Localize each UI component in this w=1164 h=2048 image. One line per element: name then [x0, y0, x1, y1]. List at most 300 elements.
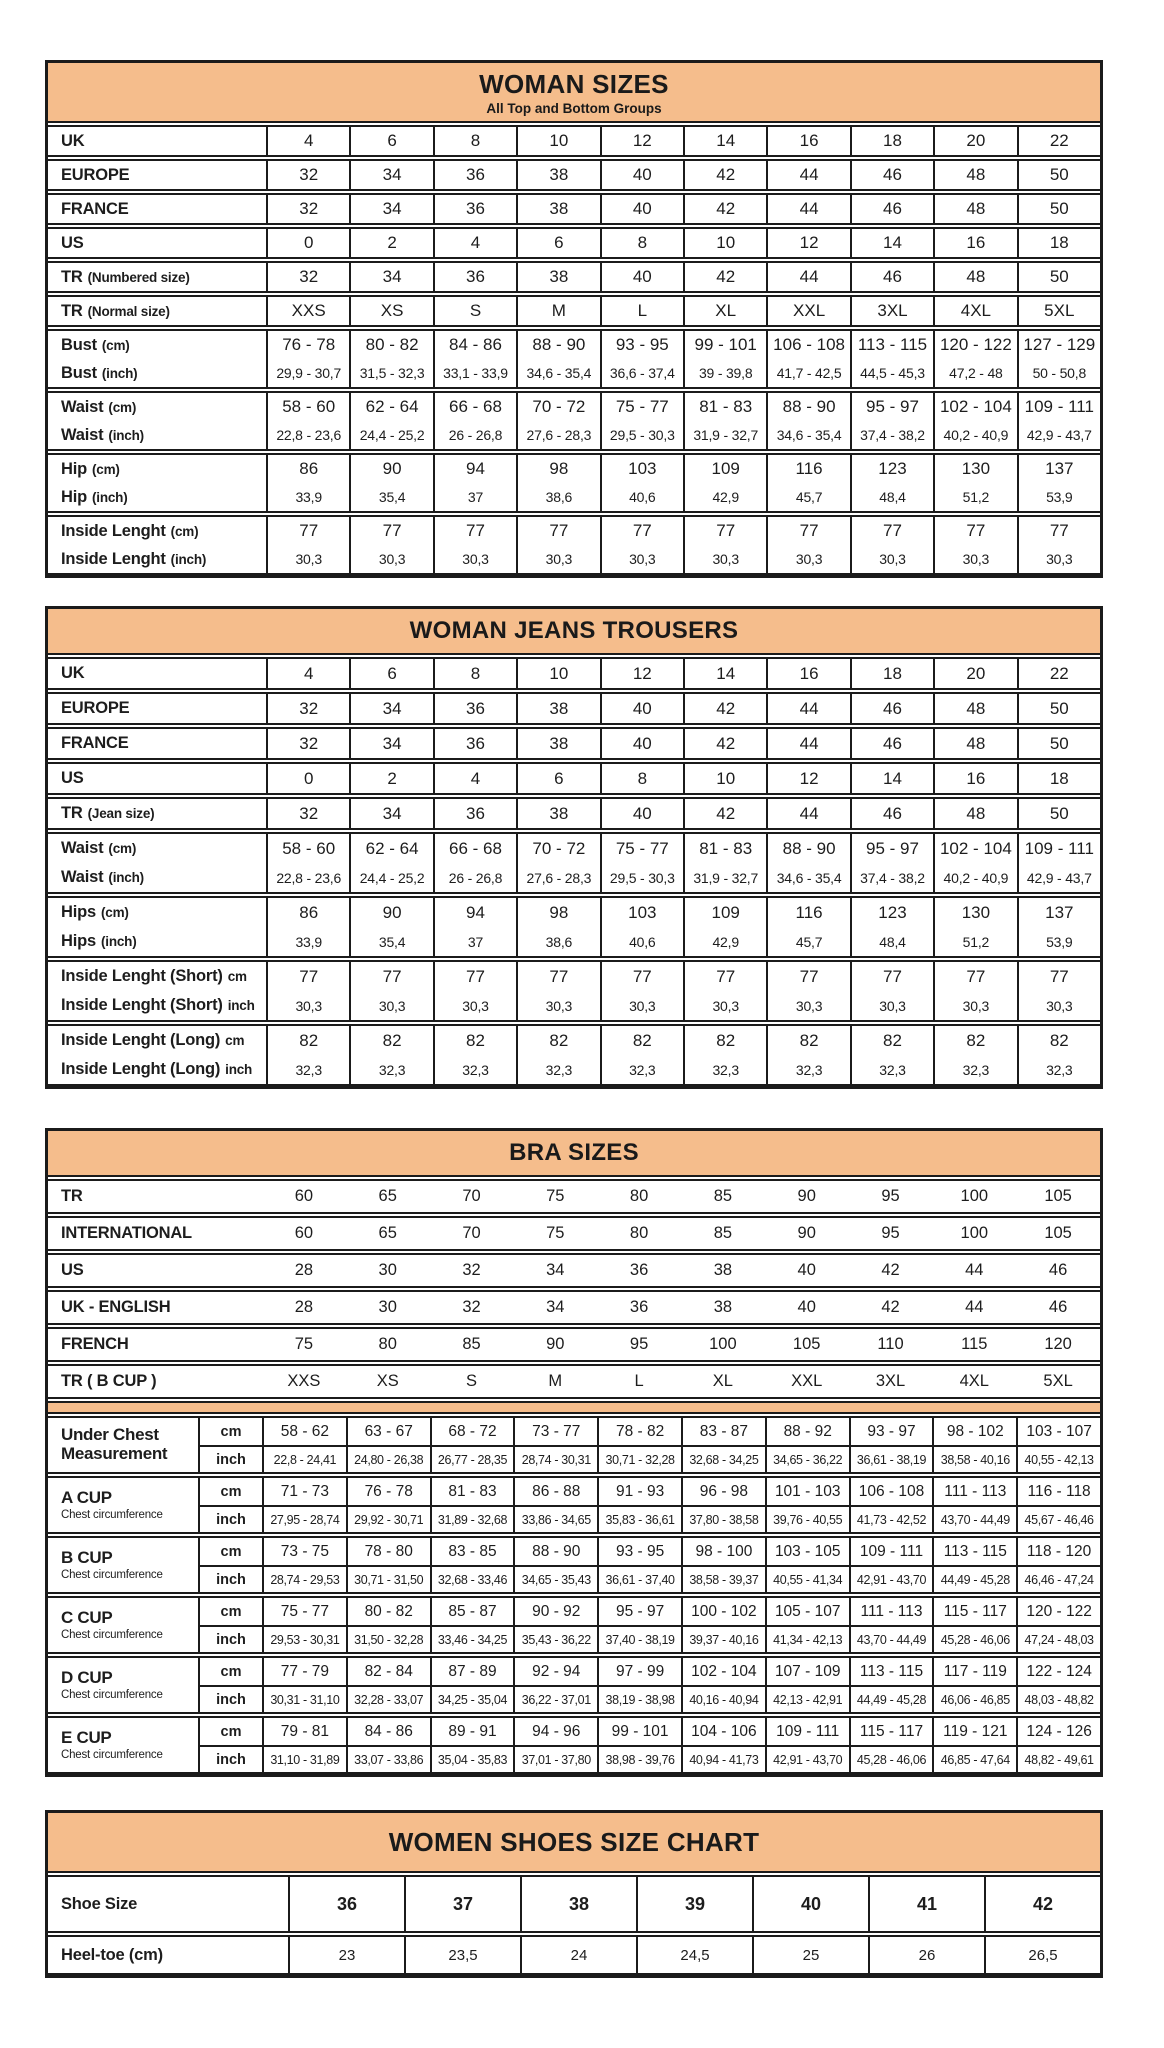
row-label-note: inch — [227, 998, 255, 1013]
bra-band-row — [48, 1366, 1100, 1397]
size-cell: 18 — [1017, 229, 1100, 257]
unit-label: cm — [198, 1658, 262, 1685]
size-cell: 43,70 - 44,49 — [849, 1625, 933, 1652]
size-cell: 115 - 117 — [932, 1598, 1016, 1625]
size-cell: 50 — [1017, 799, 1100, 828]
size-cell: 82 — [933, 1026, 1016, 1055]
row-label-main: FRENCH — [61, 1335, 129, 1353]
size-cell: 97 - 99 — [597, 1658, 681, 1685]
size-cell: 83 - 87 — [681, 1418, 765, 1445]
size-cell: 38 — [713, 1261, 733, 1279]
size-cell: 32,3 — [266, 1055, 349, 1084]
size-cell: 95 - 97 — [850, 834, 933, 863]
size-cell: 42 — [683, 263, 766, 291]
woman-jeans-trousers-header — [48, 609, 1100, 655]
size-cell: 6 — [349, 127, 432, 155]
size-cell: 32,3 — [349, 1055, 432, 1084]
row-label-main: Heel-toe (cm) — [61, 1945, 163, 1964]
size-cell: 16 — [933, 229, 1016, 257]
size-cell: 36 — [433, 729, 516, 758]
size-cell: 58 - 60 — [266, 393, 349, 421]
size-cell: 35,4 — [349, 927, 432, 956]
size-cell: 44 — [965, 1298, 984, 1316]
size-cell: 77 — [600, 517, 683, 545]
size-cell: 82 — [766, 1026, 849, 1055]
size-cell: 42 — [881, 1298, 900, 1316]
row-label — [48, 263, 266, 291]
size-cell: 39 - 39,8 — [683, 359, 766, 387]
size-cell: 22,8 - 24,41 — [262, 1445, 346, 1472]
row-label-main: Inside Lenght (Long) — [61, 1060, 221, 1078]
size-cell: 30,3 — [933, 991, 1016, 1020]
row-label — [48, 764, 266, 793]
row-label-main: Hips — [61, 932, 96, 950]
size-cell: 110 — [877, 1335, 904, 1353]
size-cell: 48 — [933, 263, 1016, 291]
size-cell: 58 - 62 — [262, 1418, 346, 1445]
cup-label — [48, 1418, 198, 1472]
size-row-group — [48, 227, 1100, 259]
size-row-group — [48, 727, 1100, 760]
size-cell: 32 — [266, 161, 349, 189]
size-cell: 46 — [850, 729, 933, 758]
size-cell: 71 - 73 — [262, 1478, 346, 1505]
cup-title: B CUP — [61, 1548, 113, 1568]
size-cell: 80 — [378, 1335, 397, 1353]
row-label-main: Inside Lenght (Short) — [61, 967, 223, 985]
row-label-note: (cm) — [100, 905, 129, 920]
size-cell: 51,2 — [933, 483, 1016, 511]
size-cell: 40,6 — [600, 927, 683, 956]
size-cell: 34,65 - 36,22 — [765, 1445, 849, 1472]
size-cell: 40,55 - 42,13 — [1016, 1445, 1100, 1472]
size-cell: 77 — [683, 517, 766, 545]
row-label-main: Waist — [61, 397, 104, 416]
size-cell: 27,6 - 28,3 — [516, 421, 599, 449]
size-cell: 12 — [766, 229, 849, 257]
size-cell: 116 - 118 — [1016, 1478, 1100, 1505]
size-row-group — [48, 896, 1100, 958]
size-cell: 16 — [766, 659, 849, 688]
size-cell: 38 — [516, 195, 599, 223]
unit-label: inch — [198, 1445, 262, 1472]
size-cell: 48 — [933, 694, 1016, 723]
size-cell: 31,50 - 32,28 — [346, 1625, 430, 1652]
size-cell: S — [433, 297, 516, 325]
bra-band-group — [48, 1290, 1100, 1325]
row-label-main: Inside Lenght (Short) — [61, 996, 223, 1014]
size-cell: 40 — [600, 161, 683, 189]
size-cell: 116 — [766, 455, 849, 483]
row-label — [48, 694, 266, 723]
unit-label: inch — [198, 1565, 262, 1592]
size-cell: 22,8 - 23,6 — [266, 863, 349, 892]
size-cell: 44 — [766, 694, 849, 723]
woman-sizes-title: WOMAN SIZES — [479, 68, 669, 99]
women-shoes-size-chart-title: WOMEN SHOES SIZE CHART — [388, 1826, 760, 1857]
size-cell: 102 - 104 — [681, 1658, 765, 1685]
size-cell: 30,3 — [933, 545, 1016, 573]
row-label-main: TR — [61, 301, 83, 320]
woman-sizes-table — [45, 60, 1103, 578]
size-cell: 80 - 82 — [346, 1598, 430, 1625]
size-cell: 14 — [850, 764, 933, 793]
size-cell: 34 — [349, 799, 432, 828]
size-cell: 40,2 - 40,9 — [933, 863, 1016, 892]
size-cell: 77 — [516, 962, 599, 991]
size-cell: 35,04 - 35,83 — [430, 1745, 514, 1772]
size-cell: 100 — [709, 1335, 737, 1353]
row-label-note: inch — [225, 1062, 253, 1077]
size-row — [48, 694, 1100, 723]
size-cell: 137 — [1017, 455, 1100, 483]
size-cell: 35,43 - 36,22 — [513, 1625, 597, 1652]
size-cell: 77 — [349, 517, 432, 545]
woman-jeans-trousers-table — [45, 606, 1103, 1089]
row-label-note: (inch) — [170, 551, 207, 567]
size-cell: 120 - 122 — [933, 331, 1016, 359]
size-cell: 98 - 102 — [932, 1418, 1016, 1445]
shoes-row — [48, 1937, 1100, 1973]
row-label-main: EUROPE — [61, 165, 130, 184]
size-cell: S — [465, 1372, 477, 1390]
size-cell: 80 — [629, 1224, 649, 1242]
size-cell: 35,4 — [349, 483, 432, 511]
size-cell: 77 — [683, 962, 766, 991]
size-cell: 38,58 - 40,16 — [932, 1445, 1016, 1472]
size-row-group — [48, 391, 1100, 451]
size-row — [48, 127, 1100, 155]
row-label — [48, 545, 266, 573]
size-row-group — [48, 797, 1100, 830]
size-cell: 34 — [349, 729, 432, 758]
row-label — [48, 1255, 262, 1286]
row-label-main: Inside Lenght — [61, 549, 166, 568]
size-cell: 46 — [850, 263, 933, 291]
size-cell: XL — [712, 1372, 733, 1390]
size-cell: 100 — [960, 1224, 989, 1242]
size-cell: 12 — [600, 127, 683, 155]
size-cell: 10 — [683, 764, 766, 793]
size-cell: 75 — [546, 1224, 565, 1242]
size-cell: 85 — [713, 1187, 733, 1205]
size-cell: 4 — [433, 229, 516, 257]
size-cell: 44 — [766, 799, 849, 828]
bra-band-row — [48, 1329, 1100, 1360]
size-row-group — [48, 692, 1100, 725]
size-cell: XXS — [287, 1372, 321, 1390]
size-cell: 42 — [683, 195, 766, 223]
size-row-group — [48, 1024, 1100, 1086]
size-row-group — [48, 261, 1100, 293]
size-cell: 36 — [433, 263, 516, 291]
size-cell: 82 — [683, 1026, 766, 1055]
size-cell: 36 — [433, 694, 516, 723]
size-cell: 50 — [1017, 263, 1100, 291]
size-cell: 109 — [683, 455, 766, 483]
row-label — [48, 834, 266, 863]
size-cell: 48,4 — [850, 927, 933, 956]
size-cell: 22 — [1017, 659, 1100, 688]
cup-title: A CUP — [61, 1488, 112, 1508]
size-cell: 102 - 104 — [933, 393, 1016, 421]
size-cell: 23,5 — [404, 1937, 520, 1973]
size-cell: L — [600, 297, 683, 325]
size-cell: 86 — [266, 455, 349, 483]
size-cell: 30,3 — [850, 545, 933, 573]
size-cell: 96 - 98 — [681, 1478, 765, 1505]
woman-jeans-trousers-body — [48, 655, 1100, 1086]
size-cell: 53,9 — [1017, 483, 1100, 511]
bra-band-row — [48, 1218, 1100, 1249]
row-label — [48, 421, 266, 449]
size-cell: 77 — [850, 517, 933, 545]
size-cell: 8 — [600, 764, 683, 793]
size-cell: 14 — [850, 229, 933, 257]
size-cell: 95 — [881, 1187, 900, 1205]
row-label-main: TR — [61, 267, 83, 286]
size-row — [48, 229, 1100, 257]
size-cell: 32,3 — [600, 1055, 683, 1084]
size-cell: 32,28 - 33,07 — [346, 1685, 430, 1712]
size-cell: 33,86 - 34,65 — [513, 1505, 597, 1532]
size-cell: 31,9 - 32,7 — [683, 863, 766, 892]
row-label-main: Bust — [61, 335, 97, 354]
size-cell: 34 — [349, 694, 432, 723]
unit-label: inch — [198, 1685, 262, 1712]
size-cell: 33,1 - 33,9 — [433, 359, 516, 387]
size-cell: 4XL — [959, 1372, 989, 1390]
size-cell: 77 - 79 — [262, 1658, 346, 1685]
size-cell: 2 — [349, 764, 432, 793]
size-cell: 90 — [797, 1187, 816, 1205]
row-label-note: (inch) — [91, 489, 128, 505]
size-cell: 78 - 80 — [346, 1538, 430, 1565]
size-row-group — [48, 453, 1100, 513]
shoes-row-group — [48, 1935, 1100, 1975]
size-row — [48, 1026, 1100, 1055]
size-cell: 29,5 - 30,3 — [600, 421, 683, 449]
row-label-main: Inside Lenght (Long) — [61, 1031, 221, 1049]
size-cell: 40 — [600, 263, 683, 291]
size-cell: M — [548, 1372, 563, 1390]
size-cell: 77 — [516, 517, 599, 545]
size-cell: 41,73 - 42,52 — [849, 1505, 933, 1532]
row-label — [48, 898, 266, 927]
size-cell: 46 — [1048, 1261, 1068, 1279]
size-cell: 39,37 - 40,16 — [681, 1625, 765, 1652]
size-cell: 66 - 68 — [433, 834, 516, 863]
size-cell: 44 — [766, 729, 849, 758]
row-label-main: UK - ENGLISH — [61, 1298, 171, 1316]
size-cell: 37,01 - 37,80 — [513, 1745, 597, 1772]
size-cell: 77 — [266, 962, 349, 991]
size-cell: 38 — [516, 799, 599, 828]
size-cell: 30,3 — [1017, 545, 1100, 573]
size-cell: 42,91 - 43,70 — [849, 1565, 933, 1592]
size-cell: 38,58 - 39,37 — [681, 1565, 765, 1592]
size-cell: 30,3 — [1017, 991, 1100, 1020]
unit-label: cm — [198, 1598, 262, 1625]
row-label — [48, 483, 266, 511]
size-cell: 46 — [850, 694, 933, 723]
size-row — [48, 393, 1100, 421]
size-cell: 26 — [868, 1937, 984, 1973]
size-cell: 30,3 — [349, 991, 432, 1020]
size-cell: 88 - 92 — [765, 1418, 849, 1445]
size-row — [48, 517, 1100, 545]
bra-band-group — [48, 1253, 1100, 1288]
size-cell: 88 - 90 — [766, 393, 849, 421]
size-cell: 90 — [349, 455, 432, 483]
size-cell: 73 - 77 — [513, 1418, 597, 1445]
row-label-note: (cm) — [91, 461, 120, 477]
bra-band-row — [48, 1181, 1100, 1212]
unit-label: inch — [198, 1625, 262, 1652]
unit-label: cm — [198, 1418, 262, 1445]
size-cell: 99 - 101 — [597, 1718, 681, 1745]
size-cell: 32,3 — [933, 1055, 1016, 1084]
size-cell: 32,3 — [433, 1055, 516, 1084]
size-cell: 50 — [1017, 195, 1100, 223]
size-cell: 30,3 — [600, 991, 683, 1020]
size-cell: 68 - 72 — [430, 1418, 514, 1445]
size-cell: 42,9 — [683, 927, 766, 956]
size-cell: 12 — [766, 764, 849, 793]
size-cell: 82 — [349, 1026, 432, 1055]
size-cell: 48 — [933, 161, 1016, 189]
size-cell: 10 — [683, 229, 766, 257]
size-cell: 42 — [683, 161, 766, 189]
size-cell: 82 — [266, 1026, 349, 1055]
size-row — [48, 545, 1100, 573]
size-cell: 29,9 - 30,7 — [266, 359, 349, 387]
size-cell: 93 - 95 — [597, 1538, 681, 1565]
size-cell: 36,61 - 37,40 — [597, 1565, 681, 1592]
size-cell: 77 — [433, 962, 516, 991]
size-cell: 115 — [961, 1335, 988, 1353]
size-cell: 30,3 — [433, 545, 516, 573]
size-cell: 40 — [600, 729, 683, 758]
unit-label: cm — [198, 1478, 262, 1505]
size-cell: 86 - 88 — [513, 1478, 597, 1505]
size-cell: 24,4 - 25,2 — [349, 421, 432, 449]
size-cell: 5XL — [1017, 297, 1100, 325]
row-label-note: (cm) — [108, 841, 137, 856]
cup-title: D CUP — [61, 1668, 113, 1688]
size-cell: 127 - 129 — [1017, 331, 1100, 359]
size-cell: XS — [349, 297, 432, 325]
size-cell: 37 — [404, 1877, 520, 1931]
size-cell: 109 - 111 — [1017, 393, 1100, 421]
size-cell: 60 — [294, 1187, 314, 1205]
size-cell: 87 - 89 — [430, 1658, 514, 1685]
size-cell: 44,49 - 45,28 — [849, 1685, 933, 1712]
row-label-note: cm — [225, 1033, 245, 1048]
size-cell: 37,4 - 38,2 — [850, 421, 933, 449]
size-cell: 115 - 117 — [849, 1718, 933, 1745]
bra-band-row — [48, 1255, 1100, 1286]
size-cell: 79 - 81 — [262, 1718, 346, 1745]
row-label-main: TR ( B CUP ) — [61, 1372, 157, 1390]
size-cell: 77 — [933, 962, 1016, 991]
bra-sizes-header — [48, 1131, 1100, 1177]
size-cell: 41 — [868, 1877, 984, 1931]
size-cell: 123 — [850, 455, 933, 483]
size-cell: 48,03 - 48,82 — [1016, 1685, 1100, 1712]
size-cell: 39,76 - 40,55 — [765, 1505, 849, 1532]
size-cell: 77 — [1017, 962, 1100, 991]
size-cell: 84 - 86 — [433, 331, 516, 359]
woman-sizes-body — [48, 123, 1100, 575]
size-cell: 42,91 - 43,70 — [765, 1745, 849, 1772]
size-cell: 3XL — [875, 1372, 906, 1390]
size-cell: 82 - 84 — [346, 1658, 430, 1685]
size-cell: 113 - 115 — [849, 1658, 933, 1685]
size-row — [48, 195, 1100, 223]
size-cell: 44 — [766, 263, 849, 291]
size-cell: 81 - 83 — [430, 1478, 514, 1505]
size-cell: 105 — [1044, 1187, 1072, 1205]
size-cell: 44 — [766, 161, 849, 189]
row-label-main: Hips — [61, 903, 96, 921]
size-row-group — [48, 515, 1100, 575]
size-cell: 38,98 - 39,76 — [597, 1745, 681, 1772]
size-cell: 100 - 102 — [681, 1598, 765, 1625]
size-cell: 36 — [629, 1298, 649, 1316]
size-row — [48, 927, 1100, 956]
size-cell: 53,9 — [1017, 927, 1100, 956]
size-cell: 81 - 83 — [683, 834, 766, 863]
size-cell: 34,65 - 35,43 — [513, 1565, 597, 1592]
row-label — [48, 927, 266, 956]
size-cell: 44 — [965, 1261, 984, 1279]
size-cell: 123 — [850, 898, 933, 927]
size-cell: 89 - 91 — [430, 1718, 514, 1745]
size-row — [48, 331, 1100, 359]
size-cell: 85 - 87 — [430, 1598, 514, 1625]
size-cell: 66 - 68 — [433, 393, 516, 421]
size-cell: 40,94 - 41,73 — [681, 1745, 765, 1772]
size-cell: 0 — [266, 764, 349, 793]
size-cell: 42,9 — [683, 483, 766, 511]
size-cell: 31,9 - 32,7 — [683, 421, 766, 449]
size-cell: 16 — [933, 764, 1016, 793]
size-cell: 120 — [1044, 1335, 1072, 1353]
bra-cup-group — [48, 1536, 1100, 1594]
size-row-group — [48, 329, 1100, 389]
size-cell: 76 - 78 — [346, 1478, 430, 1505]
size-cell: 113 - 115 — [932, 1538, 1016, 1565]
size-cell: 30,3 — [516, 991, 599, 1020]
size-cell: 14 — [683, 659, 766, 688]
row-label-note: (Normal size) — [87, 303, 170, 319]
size-cell: 82 — [850, 1026, 933, 1055]
size-cell: 36 — [433, 161, 516, 189]
row-label-main: Hip — [61, 459, 87, 478]
size-cell: 106 - 108 — [766, 331, 849, 359]
bra-sizes-title: BRA SIZES — [509, 1139, 639, 1166]
size-cell: 37 — [433, 483, 516, 511]
size-cell: 36,22 - 37,01 — [513, 1685, 597, 1712]
size-cell: 48 — [933, 195, 1016, 223]
row-label — [48, 161, 266, 189]
size-cell: 48 — [933, 729, 1016, 758]
size-cell: 48,82 - 49,61 — [1016, 1745, 1100, 1772]
size-cell: 32,68 - 34,25 — [681, 1445, 765, 1472]
size-cell: 44 — [766, 195, 849, 223]
size-cell: 77 — [600, 962, 683, 991]
